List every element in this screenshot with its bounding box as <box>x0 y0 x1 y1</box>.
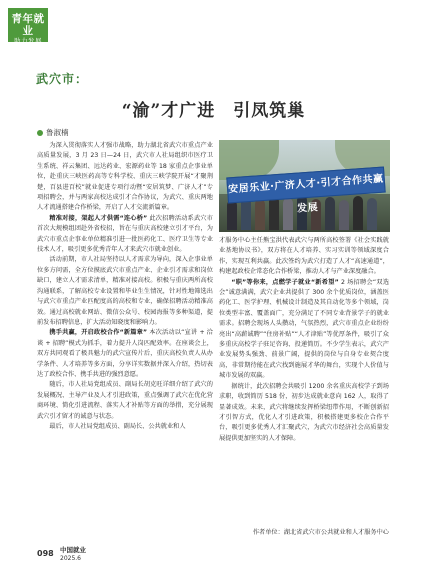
paragraph: 最后，市人社局党组成员、副局长、公共就业和人 <box>49 422 186 430</box>
article-title <box>0 96 427 121</box>
right-column <box>219 236 389 444</box>
author-line <box>37 127 69 138</box>
author-name: 鲁淑楠 <box>46 128 69 137</box>
paragraph: “职”等你来，点燃学子就业“新希望” 2 场招聘会“双选会”诚意满满，武穴企业共提供了 300 余个优质岗位，涵盖医药化工、医学护理、机械设计制造及其自动化等多个领域，岗位类型丰富、覆盖面广，充分满足了不同专业背景学子的就业需求。招聘会现场人头攒动，气氛热烈，武穴市重点企业纷纷亮出“高薪诚聘”“住房补贴”“人才津贴”等优厚条件，吸引了众多重庆高校学子驻足咨询、投递简历。不少学生表示，武穴产业发展势头强劲、前景广阔，提供的岗位与自身专业契合度高，非常期待能在武穴找到施展才华的舞台，实现个人价值与城市发展的双赢。 <box>219 278 390 380</box>
page-number: 098 <box>37 549 54 558</box>
magazine-name: 中国就业 <box>60 546 86 554</box>
author-affiliation: 作者单位：湖北省武穴市公共就业和人才服务中心 <box>252 529 389 536</box>
title-part-2: 引凤筑巢 <box>233 101 306 121</box>
paragraph: 精准对接，架起人才供需“连心桥” 此次招聘活动系武穴市首次大规模组团赴外省校招，旨在与重庆高校建立引才平台，为武穴市重点企事业单位精准引进一批医药化工、医疗卫生等专业技术人才，吸引更多优秀青年人才来武穴市就业创业。 <box>37 214 213 254</box>
section-heading: 携手共赢，开启政校合作“新篇章” <box>49 329 148 337</box>
title-part-1: “渝”才广进 <box>121 101 216 121</box>
paragraph: 才服务中心主任熊宝洪代表武穴与两所高校签署《社会实践就业基地协议书》，双方将在人才培养、实习实训等领域深度合作，实现互利共赢。此次签约为武穴打造了人才“高速通道”，构建起政校企常态化合作桥梁，推动人才与产业深度融合。 <box>219 237 389 276</box>
column-subtitle: 助力发展 <box>14 37 42 45</box>
column-tab <box>8 8 48 45</box>
city-label: 武穴市： <box>36 72 89 86</box>
paragraph: 携手共赢，开启政校合作“新篇章” 本次活动以“宣讲 + 洽谈 + 招聘”模式为抓手，着力提升人岗匹配效率。在座谈会上，双方共同观看了极具魅力的武穴宣传片后，重庆高校负责人从办学条件、人才培养等多方面，分享详实数据并深入介绍，热切表达了政校合作、携手共进的强烈意愿。 <box>37 329 213 378</box>
bullet-icon <box>37 130 43 136</box>
paragraph: 活动前期，市人社局坚持以人才需求为导向，深入企事业单位多方问需，全方位摸底武穴市重点产业、企业引才需求和岗位缺口，建立人才需求清单，精准对接高校。积极与重庆两所高校沟通联系，了解高校专业设置和毕业生生情况，针对性地筛选出与武穴市重点产业匹配度高的高校和专业，确保招聘活动精准高效。通过高校就业网站、微信公众号、校园海报等多种渠道，提前发布招聘信息，扩大活动知晓度和影响力。 <box>37 256 213 326</box>
issue-date: 2025.6 <box>60 555 81 562</box>
section-heading: 精准对接，架起人才供需“连心桥” <box>49 214 148 222</box>
photo-banner: 安居乐业·广济人才·引才合作共赢发展 <box>226 167 385 204</box>
event-photo <box>219 140 390 232</box>
left-column <box>37 141 213 432</box>
paragraph: 随后，市人社局党组成员、副局长胡克旺详细介绍了武穴的发展概况、主导产业及人才引进政策，重点强调了武穴在优化营商环境、简化引进流程、落实人才补贴等方面的举措，充分展现武穴引才留才的诚意与状态。 <box>37 381 213 420</box>
column-name: 青年就业 <box>11 13 45 37</box>
section-heading: “职”等你来，点燃学子就业“新希望” <box>231 278 339 286</box>
paragraph: 据统计，此次招聘会共吸引 1200 余名重庆高校学子到场求职，收到简历 518 份，初步达成就业意向 162 人，取得了显著成效。未来，武穴将继续发挥桥梁纽带作用，不断创新招才引智方式，优化人才引进政策，积极搭建更多校企合作平台，吸引更多优秀人才汇聚武穴，为武穴市经济社会高质量发展提供更加坚实的人才保障。 <box>219 382 389 442</box>
paragraph: 为深入贯彻落实人才强市战略，助力湖北省武穴市重点产业高质量发展，3 月 23 日—24 日，武穴市人社局组织市医疗卫生系统、祥云集团、远达药业、宏源药业等 18 家重点企事业单位，赴重庆三峡医药高等专科学校、重庆三峡学院开展“才聚荆楚，百县进百校”就业促进专项行动暨“安居筑梦、广济人才”专项招聘会，并与两家高校达成引才合作协议，为武穴、重庆两地人才流通搭建合作桥梁，开启了人才交流新篇章。 <box>37 142 213 212</box>
